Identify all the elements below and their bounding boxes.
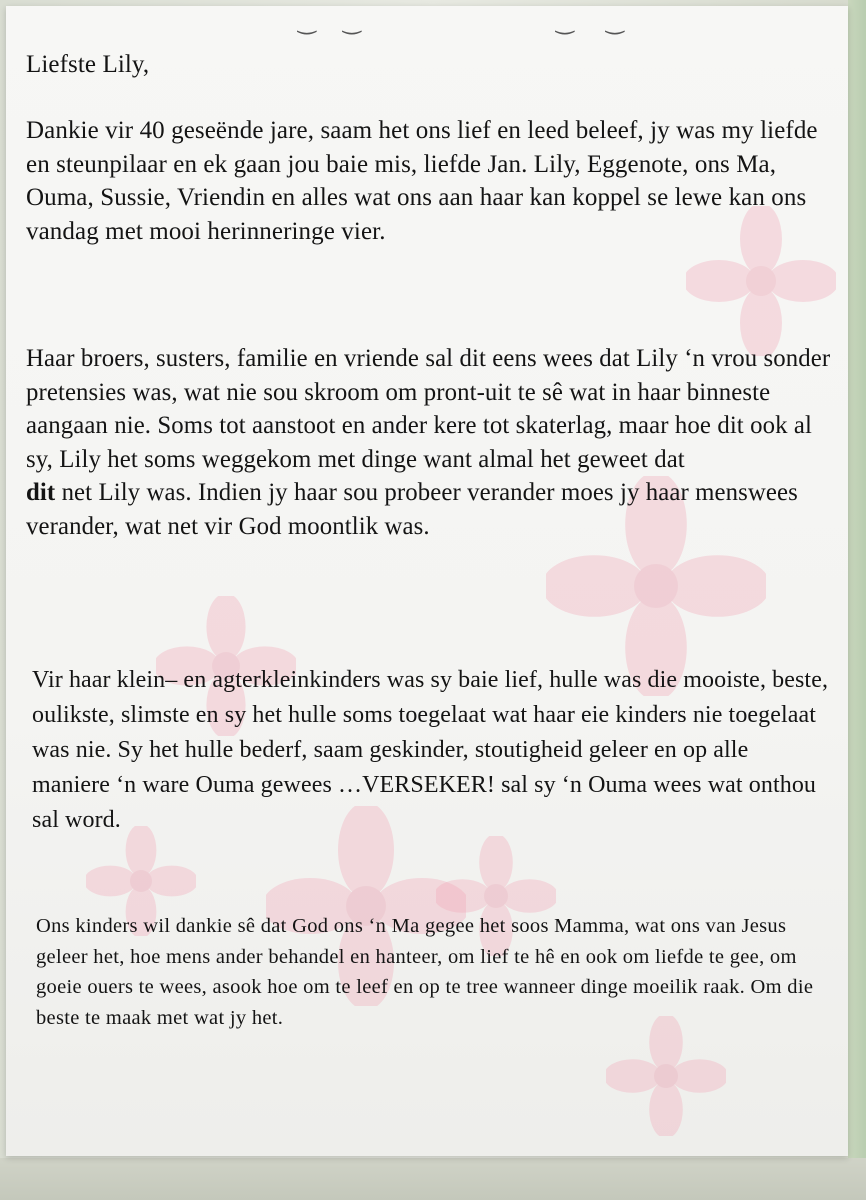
letter-paragraph-4: Ons kinders wil dankie sê dat God ons ‘n Ma gegee het soos Mamma, wat ons van Jesus geleer het, hoe mens ander behandel en hanteer, om lief te hê en ook om liefde te gee, om goeie ouers te wees, asook hoe om te leef en op te tree wanneer dinge moeilik raak. Om die beste te maak met wat jy het.: [36, 915, 814, 1029]
wall-background-bottom: [0, 1158, 866, 1200]
letter-greeting: Liefste Lily,: [26, 51, 150, 78]
letter-paragraph-1: Dankie vir 40 geseënde jare, saam het ons lief en leed beleef, jy was my liefde en steunpilaar en ek gaan jou baie mis, liefde Jan. Lily, Eggenote, ons Ma, Ouma, Sussie, Vriendin en alles wat ons aan haar kan koppel se lewe kan ons vandag met mooi herinneringe vier.: [26, 117, 818, 245]
binding-clip-icon: ‿: [343, 10, 361, 35]
paragraph-2-text-b: net Lily was. Indien jy haar sou probeer verander moes jy haar menswees verander, wat net vir God moontlik was.: [26, 479, 798, 540]
binding-clip-icon: ‿: [606, 10, 624, 35]
wall-background-right: [848, 0, 866, 1200]
binding-clip-icon: ‿: [556, 10, 574, 35]
letter-paper: [6, 6, 848, 1156]
letter-paragraph-2: [26, 342, 834, 543]
letter-paragraph-3: Vir haar klein– en agterkleinkinders was sy baie lief, hulle was die mooiste, beste, oulikste, slimste en sy het hulle soms toegelaat wat haar eie kinders nie toegelaat was nie. Sy het hulle bederf, saam geskinder, stoutigheid geleer en op alle maniere ‘n ware Ouma gewees …VERSEKER! sal sy ‘n Ouma wees wat onthou sal word.: [32, 667, 829, 833]
paragraph-2-text-a: Haar broers, susters, familie en vriende sal dit eens wees dat Lily ‘n vrou sonder pretensies was, wat nie sou skroom om pront-uit te sê wat in haar binneste aangaan nie. Soms tot aanstoot en ander kere tot skaterlag, maar hoe dit ook al sy, Lily het soms weggekom met dinge want almal het geweet dat: [26, 345, 831, 473]
binding-clip-icon: ‿: [298, 10, 316, 35]
paragraph-2-bold-word: dit: [26, 479, 56, 506]
flower-decoration-7: [606, 1016, 726, 1136]
